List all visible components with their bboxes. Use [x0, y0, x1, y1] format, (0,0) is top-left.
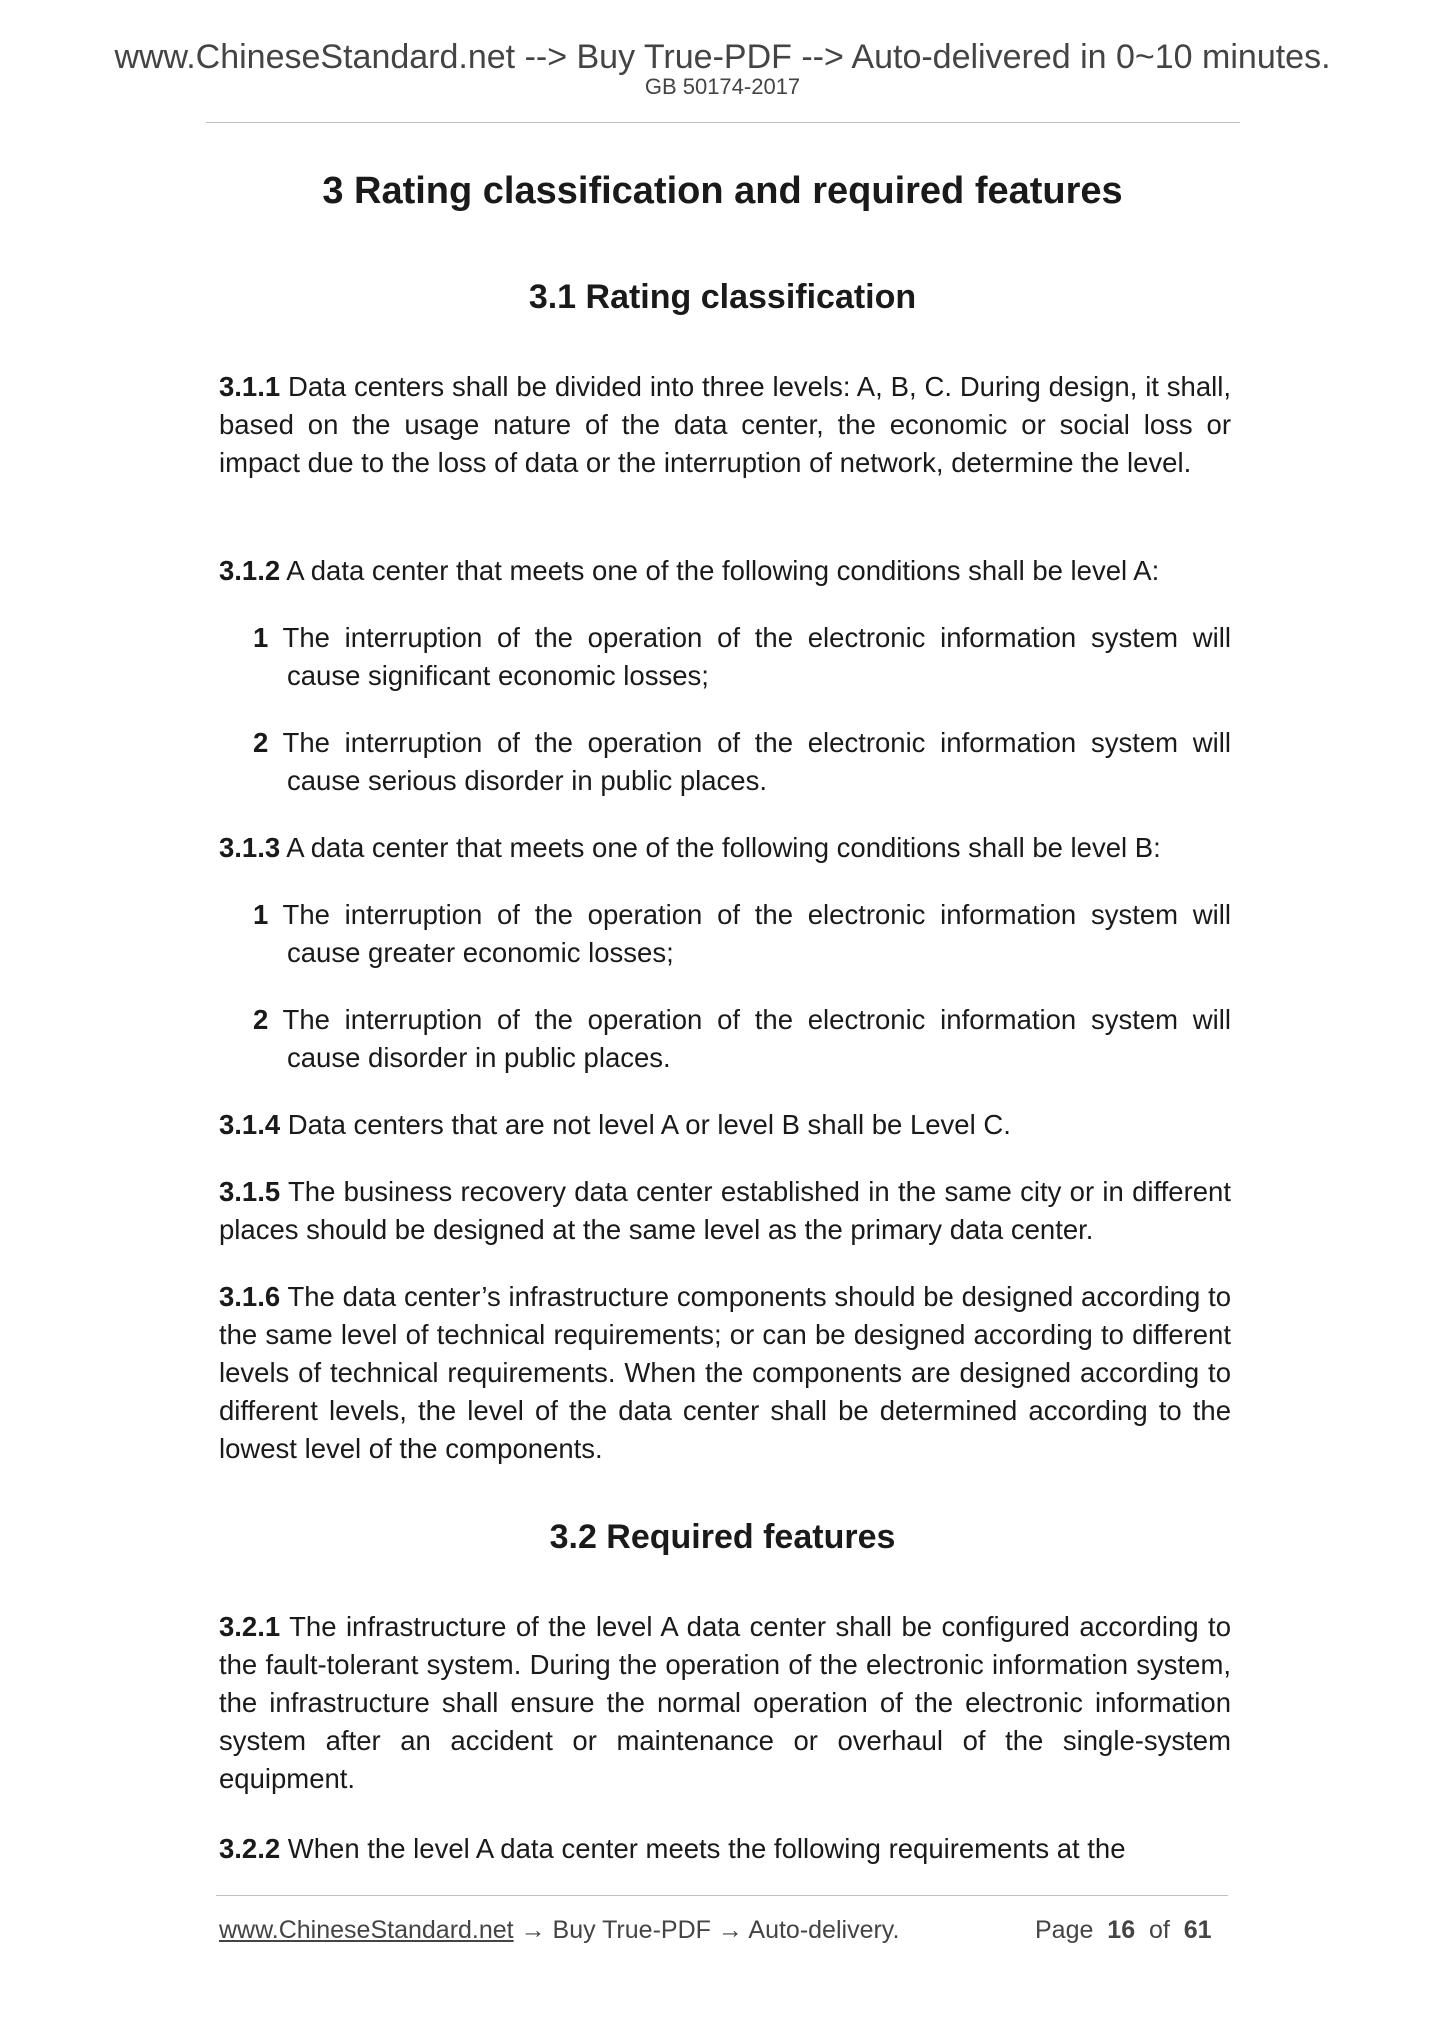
page-label: Page	[1035, 1916, 1094, 1944]
item-text: The interruption of the operation of the electronic information system will cause significant economic losses;	[268, 622, 1231, 691]
clause-number: 3.1.6	[219, 1281, 281, 1312]
clause-number: 3.1.4	[219, 1109, 281, 1140]
clause-3-1-6	[219, 1278, 1231, 1468]
clause-text: The business recovery data center established in the same city or in different places should be designed at the same level as the primary data center.	[219, 1176, 1231, 1245]
clause-text: A data center that meets one of the following conditions shall be level B:	[280, 832, 1161, 863]
item-text: The interruption of the operation of the electronic information system will cause serious disorder in public places.	[268, 727, 1231, 796]
clause-3-1-5	[219, 1173, 1231, 1249]
clause-number: 3.1.5	[219, 1176, 281, 1207]
footer-delivery-text: → Buy True-PDF → Auto-delivery.	[513, 1916, 900, 1944]
clause-text: Data centers that are not level A or level B shall be Level C.	[280, 1109, 1011, 1140]
header-divider	[206, 122, 1240, 123]
item-text: The interruption of the operation of the electronic information system will cause greater economic losses;	[268, 899, 1231, 968]
item-text: The interruption of the operation of the electronic information system will cause disorder in public places.	[268, 1004, 1231, 1073]
clause-number: 3.2.2	[219, 1833, 281, 1864]
section-heading-3-2: 3.2 Required features	[549, 1518, 896, 1556]
top-banner: www.ChineseStandard.net --> Buy True-PDF --> Auto-delivered in 0~10 minutes.	[114, 38, 1331, 76]
clause-3-1-4	[219, 1106, 1231, 1144]
clause-text: Data centers shall be divided into three levels: A, B, C. During design, it shall, based on the usage nature of the data center, the economic or social loss or impact due to the loss of data or the interruption of network, determine the level.	[219, 371, 1231, 478]
clause-text: A data center that meets one of the following conditions shall be level A:	[280, 555, 1160, 586]
item-number: 2	[253, 727, 269, 758]
clause-3-1-1	[219, 368, 1231, 482]
level-a-item-2	[253, 724, 1231, 800]
clause-3-1-2	[219, 552, 1231, 590]
clause-text: The infrastructure of the level A data center shall be configured according to the fault-tolerant system. During the operation of the electronic information system, the infrastructure shall ensure the normal operation of the electronic information system after an accident or maintenance or overhaul of the single-system equipment.	[219, 1611, 1231, 1794]
clause-number: 3.1.2	[219, 555, 281, 586]
clause-number: 3.2.1	[219, 1611, 281, 1642]
item-number: 2	[253, 1004, 269, 1035]
footer-divider	[216, 1895, 1228, 1896]
item-number: 1	[253, 899, 269, 930]
footer-site-link[interactable]: www.ChineseStandard.net	[219, 1916, 514, 1944]
clause-text: The data center’s infrastructure components should be designed according to the same level of technical requirements; or can be designed according to different levels of technical requirements. When the components are designed according to different levels, the level of the data center shall be determined according to the lowest level of the components.	[219, 1281, 1231, 1464]
document-code: GB 50174-2017	[644, 74, 801, 99]
item-number: 1	[253, 622, 269, 653]
footer-source	[219, 1916, 899, 1945]
clause-number: 3.1.3	[219, 832, 281, 863]
level-b-item-2	[253, 1001, 1231, 1077]
level-b-item-1	[253, 896, 1231, 972]
of-label: of	[1149, 1916, 1170, 1944]
clause-3-2-1	[219, 1608, 1231, 1798]
total-pages: 61	[1183, 1916, 1212, 1944]
page-indicator	[1035, 1916, 1212, 1945]
level-a-item-1	[253, 619, 1231, 695]
section-heading-3-1: 3.1 Rating classification	[528, 278, 917, 316]
clause-number: 3.1.1	[219, 371, 281, 402]
page-number: 16	[1107, 1916, 1136, 1944]
chapter-title: 3 Rating classification and required features	[322, 170, 1123, 212]
clause-3-2-2	[219, 1830, 1231, 1868]
clause-text: When the level A data center meets the following requirements at the	[280, 1833, 1126, 1864]
clause-3-1-3	[219, 829, 1231, 867]
